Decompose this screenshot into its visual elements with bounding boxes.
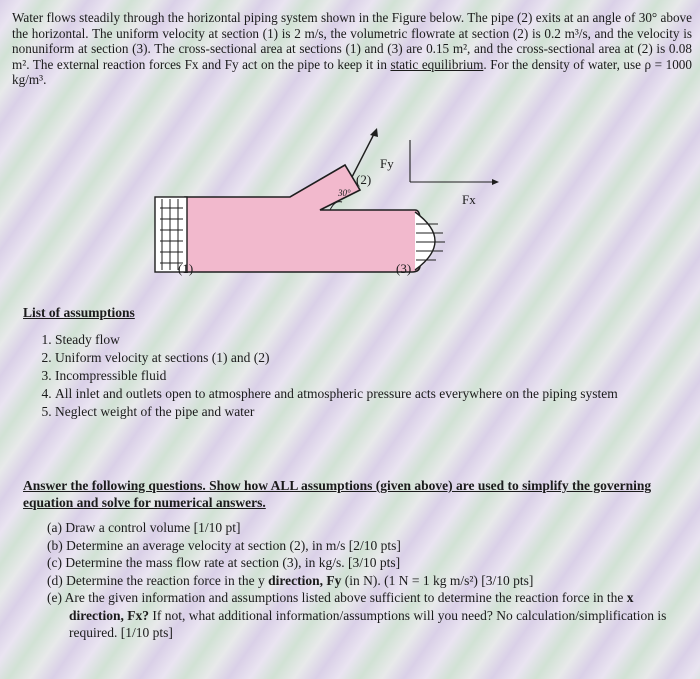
- piping-figure: [0, 120, 700, 300]
- question-e-post: If not, what additional information/assumptions will you need? No calculation/simplification is required. [1/10 pts]: [69, 607, 667, 640]
- questions-heading: Answer the following questions. Show how ALL assumptions (given above) are used to simplify the governing equation and solve for numerical answers.: [23, 478, 652, 510]
- question-c: (c) Determine the mass flow rate at section (3), in kg/s. [3/10 pts]: [47, 555, 401, 570]
- assumption-item: 2. Uniform velocity at sections (1) and (2): [55, 349, 693, 367]
- static-equilibrium-text: static equilibrium: [390, 56, 484, 72]
- question-d: [47, 572, 683, 590]
- questions-section: [23, 477, 683, 642]
- question-d-bold: direction, Fy: [268, 572, 342, 588]
- assumptions-heading: List of assumptions: [23, 305, 135, 320]
- question-e: [47, 589, 683, 642]
- problem-statement: [12, 10, 692, 88]
- assumptions-list: [23, 331, 693, 421]
- label-section-1: (1): [178, 261, 194, 276]
- assumption-item: 3. Incompressible fluid: [55, 367, 693, 385]
- question-d-post: (in N). (1 N = 1 kg m/s²) [3/10 pts]: [341, 572, 534, 588]
- assumption-item: 4. All inlet and outlets open to atmosphere and atmospheric pressure acts everywhere on the piping system: [55, 385, 693, 403]
- label-fy: Fy: [380, 156, 394, 171]
- label-angle: 30°: [338, 188, 351, 198]
- outlet-velocity-profile: [415, 212, 435, 270]
- question-e-pre: (e) Are the given information and assumptions listed above sufficient to determine the reaction force in the: [47, 590, 627, 605]
- piping-diagram: [0, 120, 700, 300]
- question-b: (b) Determine an average velocity at section (2), in m/s [2/10 pts]: [47, 537, 401, 553]
- pipe-body: [185, 165, 420, 272]
- question-e-bold: x direction, Fx?: [69, 590, 634, 623]
- exit-arrow-2: [352, 132, 375, 177]
- label-fx: Fx: [462, 192, 476, 207]
- density-text: . For the density of water, use ρ = 1000 kg/m³.: [12, 56, 692, 88]
- questions-list: [23, 519, 683, 642]
- assumption-item: 5. Neglect weight of the pipe and water: [55, 403, 693, 421]
- problem-intro: Water flows steadily through the horizontal piping system shown in the Figure below. The pipe (2) exits at an angle of 30° above the horizontal. The uniform velocity at section (1) is 2 m/s, the volumetric flowrate at section (2) is 0.2 m³/s, and the velocity is nonuniform at section (3). The cross-sectional area at sections (1) and (3) are 0.15 m², and the cross-sectional area at (2) is 0.08 m². The external reaction forces Fx and Fy act on the pipe to keep it in: [12, 10, 692, 72]
- label-section-3: (3): [396, 261, 412, 276]
- label-section-2: (2): [356, 172, 372, 187]
- assumption-item: 1. Steady flow: [55, 331, 693, 349]
- question-d-pre: (d) Determine the reaction force in the y: [47, 572, 269, 588]
- assumptions-section: [23, 305, 693, 421]
- question-a: (a) Draw a control volume [1/10 pt]: [47, 520, 241, 535]
